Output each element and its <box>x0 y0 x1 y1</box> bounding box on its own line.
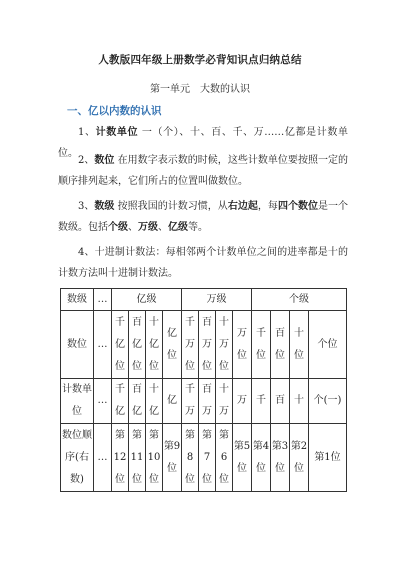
table-row <box>61 379 347 424</box>
level-ge: 个级 <box>252 289 347 311</box>
paragraph-1: 1、计数单位 一（个）、十、百、千、万……亿都是计数单位。 <box>58 127 349 159</box>
table-cell: 百万位 <box>199 311 216 379</box>
ellipsis: … <box>94 289 112 311</box>
table-cell: 亿位 <box>163 311 182 379</box>
table-cell: 千位 <box>252 311 271 379</box>
paragraph-4: 4、十进制计数法：每相邻两个计数单位之间的进率都是十的计数方法叫十进制计数法。 <box>58 247 349 279</box>
level-yi: 亿级 <box>112 289 182 311</box>
table-cell: 百位 <box>271 311 290 379</box>
term-digit-place: 数位 <box>94 155 115 166</box>
position-header: 数位 <box>61 311 94 379</box>
table-cell: 十万位 <box>216 311 233 379</box>
table-cell: 千万 <box>182 379 199 424</box>
ellipsis: … <box>94 379 112 424</box>
page-title: 人教版四年级上册数学必背知识点归纳总结 <box>98 54 302 66</box>
level-wan: 万级 <box>182 289 252 311</box>
table-cell: 第2位 <box>290 424 309 492</box>
table-cell: 第12位 <box>112 424 129 492</box>
unit-heading: 第一单元 大数的认识 <box>150 84 250 95</box>
table-cell: 第6位 <box>216 424 233 492</box>
table-cell: 第8位 <box>182 424 199 492</box>
table-cell: 百 <box>271 379 290 424</box>
table-row <box>61 311 347 379</box>
table-cell: 千万位 <box>182 311 199 379</box>
table-cell: 个位 <box>309 311 347 379</box>
level-header: 数级 <box>61 289 94 311</box>
paragraph-2: 2、数位 在用数字表示数的时候，这些计数单位要按照一定的顺序排列起来，它们所占的位置叫做数位。 <box>58 155 349 187</box>
table-cell: 千亿位 <box>112 311 129 379</box>
term-digit-level: 数级 <box>94 201 115 212</box>
ellipsis: … <box>94 311 112 379</box>
paragraph-3: 3、数级 按照我国的计数习惯，从右边起，每四个数位是一个数级。包括个级、万级、亿级等。 <box>58 201 349 233</box>
table-cell: 第11位 <box>129 424 146 492</box>
table-cell: 第5位 <box>233 424 252 492</box>
table-cell: 十位 <box>290 311 309 379</box>
table-cell: 第7位 <box>199 424 216 492</box>
table-cell: 十 <box>290 379 309 424</box>
table-cell: 百万 <box>199 379 216 424</box>
term-counting-unit: 计数单位 <box>95 127 139 138</box>
table-cell: 千 <box>252 379 271 424</box>
table-cell: 第4位 <box>252 424 271 492</box>
table-cell: 百亿位 <box>129 311 146 379</box>
table-cell: 百亿 <box>129 379 146 424</box>
table-cell: 亿 <box>163 379 182 424</box>
place-value-table <box>60 288 347 492</box>
section-heading: 一、亿以内数的认识 <box>67 105 162 117</box>
table-cell: 万 <box>233 379 252 424</box>
table-cell: 第10位 <box>146 424 163 492</box>
table-cell: 万位 <box>233 311 252 379</box>
ellipsis: … <box>94 424 112 492</box>
table-cell: 第9位 <box>163 424 182 492</box>
order-header: 数位顺序(右数) <box>61 424 94 492</box>
table-cell: 十万 <box>216 379 233 424</box>
table-cell: 第1位 <box>309 424 347 492</box>
table-cell: 个(一) <box>309 379 347 424</box>
unit-header: 计数单位 <box>61 379 94 424</box>
table-cell: 千亿 <box>112 379 129 424</box>
table-cell: 第3位 <box>271 424 290 492</box>
table-cell: 十亿 <box>146 379 163 424</box>
table-row <box>61 424 347 492</box>
table-row <box>61 289 347 311</box>
table-cell: 十亿位 <box>146 311 163 379</box>
